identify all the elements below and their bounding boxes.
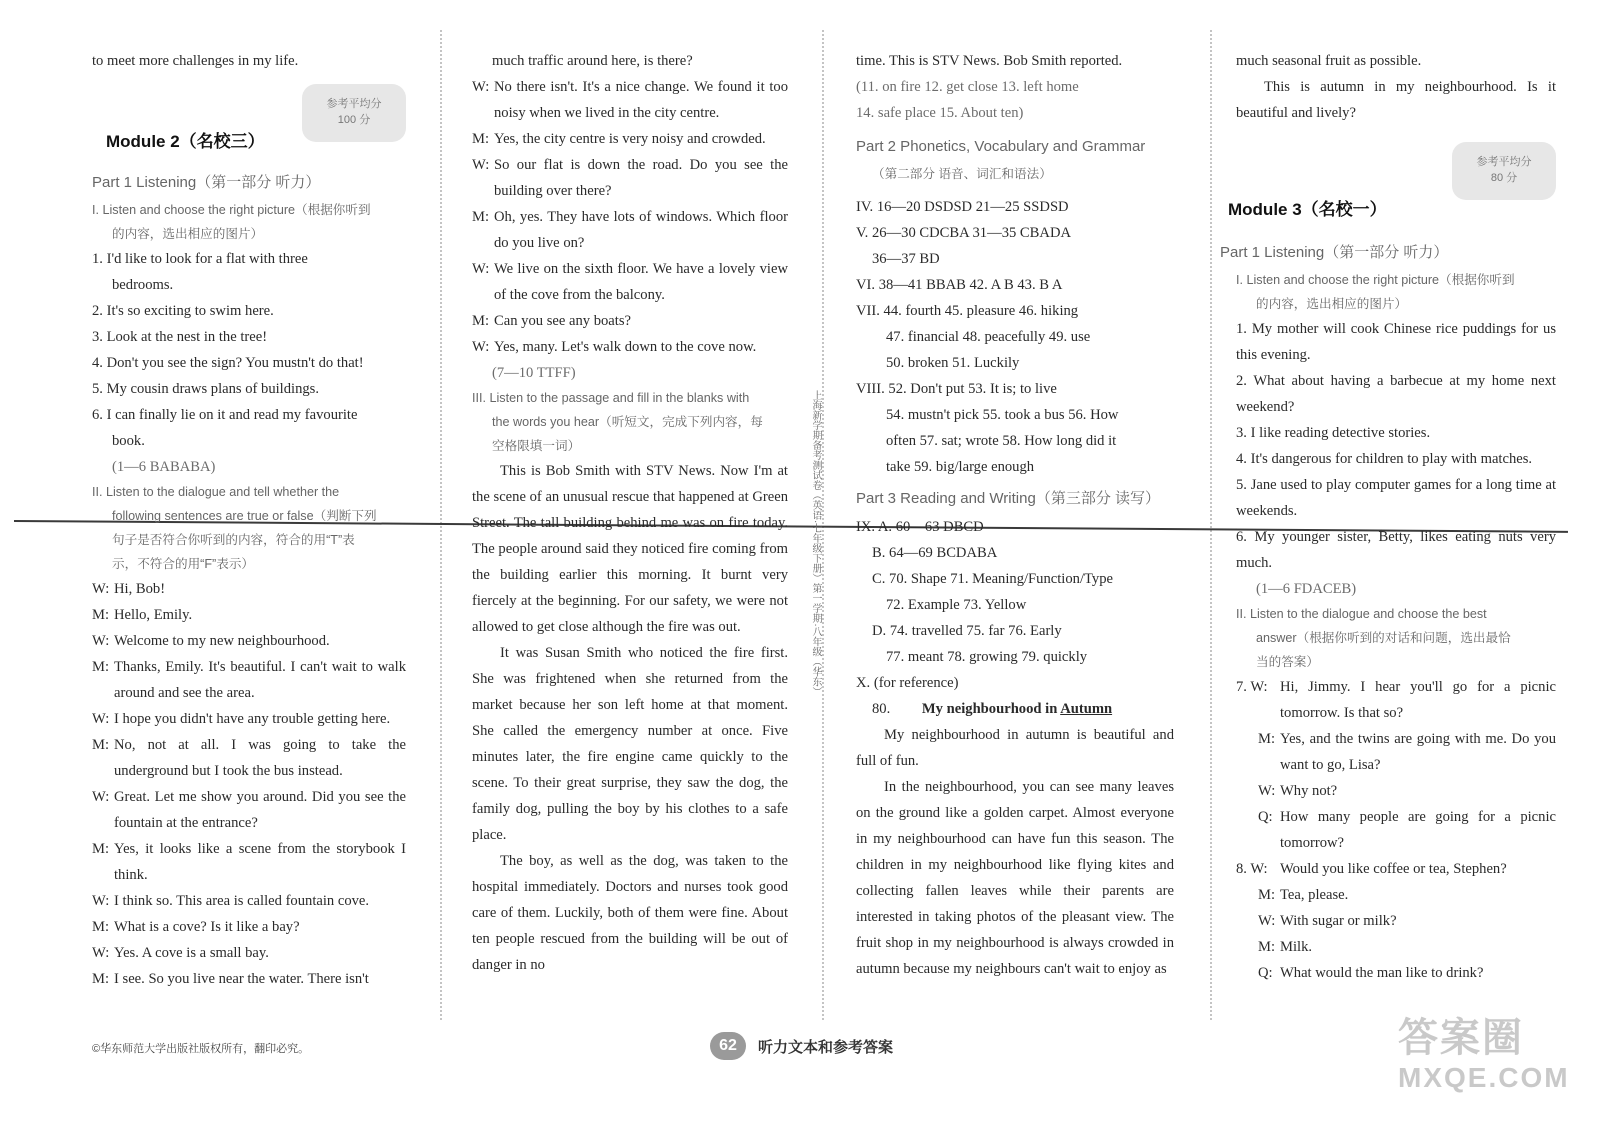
dialogue-line (92, 654, 406, 706)
answer-line: VII. 44. fourth 45. pleasure 46. hiking (856, 303, 1079, 319)
instruction: III. Listen to the passage and fill in the blanks with (472, 391, 750, 405)
question: 4. Don't you see the sign? You mustn't do that! (92, 355, 364, 371)
question: 2. What about having a barbecue at my home next weekend? (1236, 373, 1556, 415)
speaker: W: (1258, 913, 1276, 929)
answer-line: 77. meant 78. growing 79. quickly (886, 649, 1088, 665)
utterance: We live on the sixth floor. We have a lovely view of the cove from the balcony. (494, 261, 788, 303)
dialogue-line (472, 126, 788, 152)
essay-title (856, 696, 1174, 722)
utterance: Yes, the city centre is very noisy and crowded. (494, 131, 766, 147)
utterance: What is a cove? Is it like a bay? (114, 919, 300, 935)
question: 3. Look at the nest in the tree! (92, 329, 268, 345)
dialogue-line (472, 204, 788, 256)
speaker: M: (92, 841, 110, 857)
speaker: Q: (1258, 809, 1273, 825)
answer-line: VIII. 52. Don't put 53. It is; to live (856, 381, 1057, 397)
speaker: M: (1258, 731, 1276, 747)
instruction: 空格限填一词） (492, 439, 581, 453)
speaker: W: (472, 157, 490, 173)
speaker: Q: (1258, 965, 1273, 981)
dialogue-line (472, 256, 788, 308)
utterance: I see. So you live near the water. There isn't (114, 971, 369, 987)
column-1 (92, 48, 406, 992)
speaker: W: (92, 711, 110, 727)
dialogue-line (1236, 960, 1556, 986)
utterance: Thanks, Emily. It's beautiful. I can't wait to walk around and see the area. (114, 659, 406, 701)
utterance: Yes, and the twins are going with me. Do you want to go, Lisa? (1280, 731, 1556, 773)
module-title: Module 3（名校一） (1228, 200, 1387, 219)
dialogue-line (92, 914, 406, 940)
speaker: W: (472, 79, 490, 95)
passage-paragraph: This is Bob Smith with STV News. Now I'm at the scene of an unusual rescue that happened at Green Street. The tall building behind me was on fire today. The people around said they noticed fire coming from the building earlier this morning. It burnt very fiercely at the beginning. For our safety, we were not allowed to get close although the fire was out. (472, 463, 788, 635)
module-title: Module 2（名校三） (106, 132, 265, 151)
column-divider (440, 30, 442, 1020)
column-4 (1220, 48, 1556, 986)
instruction: 句子是否符合你听到的内容，符合的用“T”表 (112, 533, 355, 547)
text-line: time. This is STV News. Bob Smith reported. (856, 53, 1123, 69)
passage-paragraph: It was Susan Smith who noticed the fire first. She was frightened when she returned from the market because her son left home at that moment. She called the emergency number at once. Five minutes later, the fire engine came quickly to the scene. To their great surprise, they saw the dog, the family dog, pulling the boy by his clothes to a safe place. (472, 645, 788, 843)
speaker: M: (92, 659, 110, 675)
dialogue-line (92, 602, 406, 628)
watermark-logo (1398, 1014, 1570, 1114)
answer-line: 50. broken 51. Luckily (886, 355, 1020, 371)
speaker: M: (1258, 887, 1276, 903)
speaker: M: (472, 313, 490, 329)
badge-score: 100 分 (337, 114, 371, 126)
instruction: I. Listen and choose the right picture（根据你听到 (92, 203, 371, 217)
speaker: W: (92, 789, 110, 805)
instruction: （第二部分 语音、词汇和语法） (872, 167, 1052, 181)
utterance: I think so. This area is called fountain cove. (114, 893, 370, 909)
dialogue-line (1236, 934, 1556, 960)
speaker: M: (472, 131, 490, 147)
question: 4. It's dangerous for children to play with matches. (1236, 451, 1533, 467)
essay-title-underlined: Autumn (1060, 701, 1113, 717)
question: 3. I like reading detective stories. (1236, 425, 1431, 441)
dialogue-line (472, 334, 788, 360)
module-header (1228, 126, 1556, 222)
dialogue-line (92, 940, 406, 966)
answer-key: (7—10 TTFF) (492, 365, 576, 381)
speaker: W: (472, 261, 490, 277)
utterance: What would the man like to drink? (1280, 965, 1484, 981)
part-heading: Part 1 Listening（第一部分 听力） (92, 174, 321, 191)
instruction: 示，不符合的用“F”表示） (112, 557, 255, 571)
dialogue (1236, 674, 1556, 986)
module-header (92, 74, 406, 158)
answer-key: (1—6 FDACEB) (1256, 581, 1357, 597)
dialogue-line (92, 732, 406, 784)
text-line: much seasonal fruit as possible. (1236, 53, 1422, 69)
dialogue-line (92, 966, 406, 992)
part-heading: Part 1 Listening（第一部分 听力） (1220, 244, 1449, 261)
answer-line: X. (for reference) (856, 675, 959, 691)
answer-line: V. 26—30 CDCBA 31—35 CBADA (856, 225, 1072, 241)
instruction: I. Listen and choose the right picture（根据你听到 (1236, 273, 1515, 287)
question: 6. I can finally lie on it and read my favourite (92, 407, 358, 423)
badge-label: 参考平均分 (326, 98, 382, 110)
speaker: M: (1258, 939, 1276, 955)
watermark-top: 答案圈 (1398, 1016, 1524, 1060)
dialogue-line (92, 888, 406, 914)
answer-line: 72. Example 73. Yellow (886, 597, 1027, 613)
essay-title-text: My neighbourhood in (921, 701, 1061, 717)
utterance: Hi, Bob! (114, 581, 166, 597)
answer-line: IV. 16—20 DSDSD 21—25 SSDSD (856, 199, 1069, 215)
utterance: Great. Let me show you around. Did you see the fountain at the entrance? (114, 789, 406, 831)
utterance: Welcome to my new neighbourhood. (114, 633, 330, 649)
speaker: M: (92, 607, 110, 623)
dialogue-line (472, 308, 788, 334)
score-badge (1452, 142, 1556, 200)
utterance: No there isn't. It's a nice change. We found it too noisy when we lived in the city centre. (494, 79, 788, 121)
utterance: Yes, it looks like a scene from the storybook I think. (114, 841, 406, 883)
instruction: II. Listen to the dialogue and tell whether the (92, 485, 340, 499)
utterance: Yes. A cove is a small bay. (114, 945, 269, 961)
speaker: W: (1258, 783, 1276, 799)
column-3 (856, 48, 1174, 982)
instruction: II. Listen to the dialogue and choose the best (1236, 607, 1487, 621)
essay-paragraph: My neighbourhood in autumn is beautiful and full of fun. (856, 727, 1174, 769)
dialogue-line (92, 576, 406, 602)
answer-line: D. 74. travelled 75. far 76. Early (872, 623, 1062, 639)
utterance: Oh, yes. They have lots of windows. Which floor do you live on? (494, 209, 788, 251)
utterance: With sugar or milk? (1280, 913, 1397, 929)
question: book. (112, 433, 145, 449)
copyright-notice: ©华东师范大学出版社版权所有，翻印必究。 (92, 1043, 310, 1055)
dialogue-line (1236, 726, 1556, 778)
passage-paragraph: The boy, as well as the dog, was taken to the hospital immediately. Doctors and nurses took good care of them. Luckily, both of them were fine. About ten people rescued from the building will be out of danger in no (472, 853, 788, 973)
badge-score: 80 分 (1490, 172, 1518, 184)
dialogue-line (1236, 674, 1556, 726)
question: 6. My younger sister, Betty, likes eating nuts very much. (1236, 529, 1556, 571)
speaker: 7. W: (1236, 679, 1268, 695)
question: 5. My cousin draws plans of buildings. (92, 381, 320, 397)
answer-line: C. 70. Shape 71. Meaning/Function/Type (872, 571, 1113, 587)
answer-line: take 59. big/large enough (886, 459, 1035, 475)
watermark-bottom: MXQE.COM (1398, 1062, 1570, 1093)
dialogue-line (1236, 908, 1556, 934)
speaker: M: (92, 971, 110, 987)
speaker: M: (472, 209, 490, 225)
speaker: M: (92, 737, 110, 753)
dialogue-line (1236, 778, 1556, 804)
dialogue-line (92, 628, 406, 654)
question: bedrooms. (112, 277, 174, 293)
dialogue (92, 576, 406, 992)
utterance: Hello, Emily. (114, 607, 193, 623)
instruction: the words you hear（听短文，完成下列内容，每 (492, 415, 763, 429)
answer-line: VI. 38—41 BBAB 42. A B 43. B A (856, 277, 1063, 293)
dialogue-line (1236, 804, 1556, 856)
instruction: 的内容，选出相应的图片） (1256, 297, 1408, 311)
answer-line: IX. A. 60—63 DBCD (856, 519, 984, 535)
part-heading: Part 3 Reading and Writing（第三部分 读写） (856, 490, 1160, 507)
utterance: No, not at all. I was going to take the underground but I took the bus instead. (114, 737, 406, 779)
text-line: to meet more challenges in my life. (92, 53, 299, 69)
speaker: W: (92, 945, 110, 961)
utterance: Hi, Jimmy. I hear you'll go for a picnic tomorrow. Is that so? (1280, 679, 1556, 721)
spine-text: 上海新学期备考测试卷（英语·七年级下册）第一学期·八年级（华东） (810, 390, 821, 697)
essay-paragraph: In the neighbourhood, you can see many leaves on the ground like a golden carpet. Almost everyone in my neighbourhood can have fun this season. The children in my neighbourhood like flying kites and collecting fallen leaves while their parents are interested in taking photos of the pleasant view. The fruit shop in my neighbourhood is always crowded in autumn because my neighbours can't wait to enjoy as (856, 779, 1174, 977)
dialogue-line (92, 784, 406, 836)
part-heading: Part 2 Phonetics, Vocabulary and Grammar (856, 138, 1146, 155)
answer-line: often 57. sat; wrote 58. How long did it (886, 433, 1117, 449)
speaker: M: (92, 919, 110, 935)
utterance: How many people are going for a picnic tomorrow? (1280, 809, 1556, 851)
dialogue-line (1236, 882, 1556, 908)
dialogue-line (92, 706, 406, 732)
speaker: W: (92, 581, 110, 597)
question: 2. It's so exciting to swim here. (92, 303, 274, 319)
page-number: 62 (710, 1032, 746, 1060)
answer-key: (11. on fire 12. get close 13. left home (856, 79, 1079, 95)
column-divider (1210, 30, 1212, 1020)
speaker: W: (472, 339, 490, 355)
utterance: So our flat is down the road. Do you see the building over there? (494, 157, 788, 199)
dialogue (472, 74, 788, 360)
dialogue-line (1236, 856, 1556, 882)
question: 5. Jane used to play computer games for a long time at weekends. (1236, 477, 1556, 519)
question: 1. I'd like to look for a flat with three (92, 251, 308, 267)
utterance: Why not? (1280, 783, 1338, 799)
utterance: Milk. (1280, 939, 1313, 955)
dialogue-line (92, 836, 406, 888)
dialogue-line (472, 74, 788, 126)
instruction: answer（根据你听到的对话和问题，选出最恰 (1256, 631, 1511, 645)
dialogue-line (472, 152, 788, 204)
speaker: W: (92, 893, 110, 909)
utterance: I hope you didn't have any trouble getting here. (114, 711, 391, 727)
utterance: Can you see any boats? (494, 313, 631, 329)
answer-line: 54. mustn't pick 55. took a bus 56. How (886, 407, 1119, 423)
utterance: Would you like coffee or tea, Stephen? (1280, 861, 1507, 877)
answer-line: B. 64—69 BCDABA (872, 545, 998, 561)
question: 1. My mother will cook Chinese rice puddings for us this evening. (1236, 321, 1556, 363)
essay-paragraph: This is autumn in my neighbourhood. Is it beautiful and lively? (1236, 79, 1556, 121)
speaker: W: (92, 633, 110, 649)
speaker: 8. W: (1236, 861, 1268, 877)
footer-title: 听力文本和参考答案 (758, 1039, 894, 1056)
badge-label: 参考平均分 (1476, 156, 1532, 168)
utterance: Yes, many. Let's walk down to the cove now. (494, 339, 757, 355)
column-2 (472, 48, 788, 978)
text-line: much traffic around here, is there? (492, 53, 693, 69)
instruction: 的内容，选出相应的图片） (112, 227, 264, 241)
answer-line: 47. financial 48. peacefully 49. use (886, 329, 1091, 345)
answer-line: 36—37 BD (872, 251, 940, 267)
answer-key: 14. safe place 15. About ten) (856, 105, 1024, 121)
utterance: Tea, please. (1280, 887, 1349, 903)
answer-key: (1—6 BABABA) (112, 459, 216, 475)
score-badge (302, 84, 406, 142)
instruction: following sentences are true or false（判断下列 (112, 509, 377, 523)
essay-number: 80. (872, 701, 891, 717)
instruction: 当的答案） (1256, 655, 1319, 669)
